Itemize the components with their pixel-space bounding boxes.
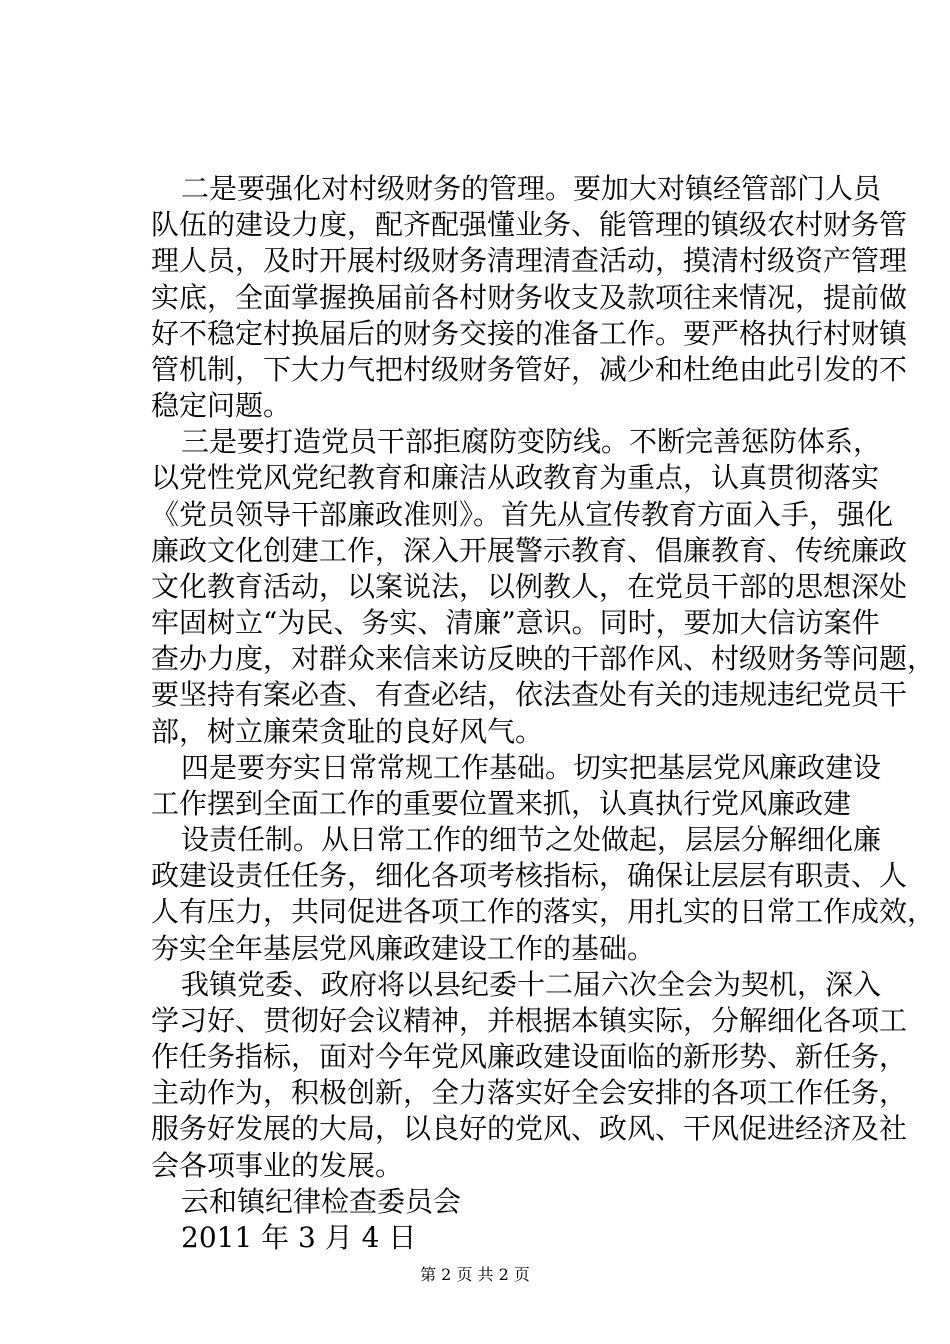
text-line: 稳定问题。	[151, 389, 292, 422]
text-line: 学习好、贯彻好会议精神，并根据本镇实际，分解细化各项工	[151, 1004, 908, 1037]
text-line: 管机制，下大力气把村级财务管好，减少和杜绝由此引发的不	[151, 353, 908, 386]
text-line: 夯实全年基层党风廉政建设工作的基础。	[151, 932, 656, 965]
text-line: 工作摆到全面工作的重要位置来抓，认真执行党风廉政建	[151, 787, 852, 820]
text-line: 二是要强化对村级财务的管理。要加大对镇经管部门人员	[181, 172, 882, 205]
text-line: 政建设责任任务，细化各项考核指标，确保让层层有职责、人	[151, 859, 908, 892]
signature-org: 云和镇纪律检查委员会	[181, 1185, 462, 1218]
text-line: 四是要夯实日常常规工作基础。切实把基层党风廉政建设	[181, 751, 882, 784]
text-line: 设责任制。从日常工作的细节之处做起，层层分解细化廉	[181, 823, 882, 856]
page-footer: 第 2 页 共 2 页	[420, 1265, 530, 1284]
text-line: 以党性党风党纪教育和廉洁从政教育为重点，认真贯彻落实	[151, 461, 880, 494]
text-line: 主动作为，积极创新，全力落实好全会安排的各项工作任务，	[151, 1076, 908, 1109]
text-line: 作任务指标，面对今年党风廉政建设面临的新形势、新任务，	[151, 1040, 908, 1073]
text-line: 查办力度，对群众来信来访反映的干部作风、村级财务等问题，	[151, 642, 936, 675]
text-line: 文化教育活动，以案说法，以例教人，在党员干部的思想深处	[151, 570, 908, 603]
text-line: 《党员领导干部廉政准则》。首先从宣传教育方面入手，强化	[151, 498, 894, 531]
text-line: 会各项事业的发展。	[151, 1149, 404, 1182]
text-line: 部，树立廉荣贪耻的良好风气。	[151, 715, 544, 748]
text-line: 服务好发展的大局，以良好的党风、政风、干风促进经济及社	[151, 1112, 908, 1145]
text-line: 要坚持有案必查、有查必结，依法查处有关的违规违纪党员干	[151, 678, 908, 711]
text-line: 廉政文化创建工作，深入开展警示教育、倡廉教育、传统廉政	[151, 534, 908, 567]
text-line: 我镇党委、政府将以县纪委十二届六次全会为契机，深入	[181, 968, 882, 1001]
text-line: 人有压力，共同促进各项工作的落实，用扎实的日常工作成效，	[151, 895, 936, 928]
text-line: 队伍的建设力度，配齐配强懂业务、能管理的镇级农村财务管	[151, 208, 908, 241]
text-line: 好不稳定村换届后的财务交接的准备工作。要严格执行村财镇	[151, 317, 908, 350]
text-line: 理人员，及时开展村级财务清理清查活动，摸清村级资产管理	[151, 244, 908, 277]
signature-date: 2011 年 3 月 4 日	[181, 1221, 417, 1254]
text-line: 牢固树立“为民、务实、清廉”意识。同时，要加大信访案件	[151, 606, 880, 639]
text-line: 实底，全面掌握换届前各村财务收支及款项往来情况，提前做	[151, 281, 908, 314]
text-line: 三是要打造党员干部拒腐防变防线。不断完善惩防体系，	[181, 425, 882, 458]
